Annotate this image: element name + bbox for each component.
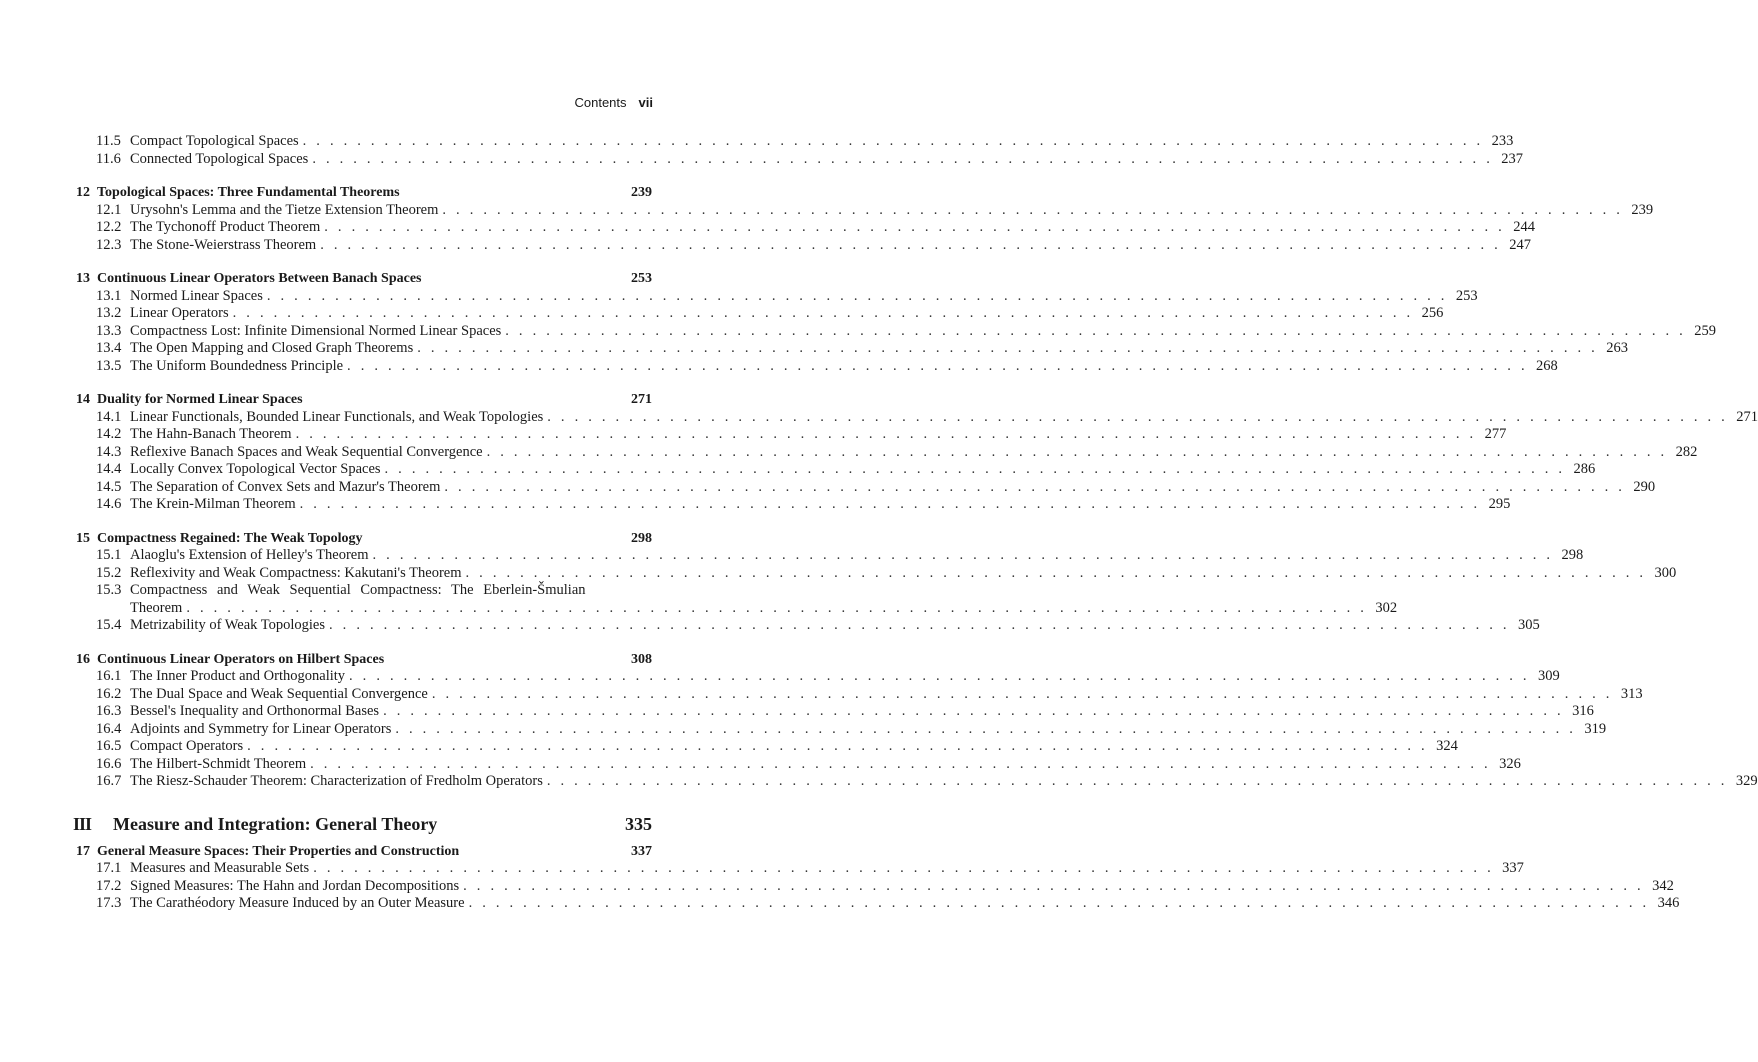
entry-number: 17.1: [96, 860, 122, 876]
entry-page: 286: [1573, 461, 1596, 477]
entry-number: 15.3: [96, 582, 122, 598]
entry-page: 324: [1436, 738, 1458, 754]
leader-dots: [309, 860, 1498, 878]
entry-title: The Separation of Convex Sets and Mazur's Theorem: [130, 478, 441, 495]
entry-page: 316: [1572, 703, 1594, 719]
toc-entry[interactable]: [76, 287, 1478, 306]
entry-page: 282: [1675, 443, 1698, 460]
entry-number: 17.3: [96, 895, 122, 911]
toc-entry[interactable]: [76, 564, 1677, 583]
entry-title: The Uniform Boundedness Principle: [130, 357, 344, 374]
chapter-number: 13: [76, 271, 90, 286]
leader-dots: [292, 426, 1481, 444]
entry-title: Normed Linear Spaces: [130, 287, 263, 304]
section-group-14: [76, 408, 1758, 514]
entry-page: 247: [1509, 236, 1531, 253]
toc-entry[interactable]: [76, 773, 1758, 791]
section-group-15: [76, 547, 1677, 582]
toc-entry[interactable]: [76, 685, 1643, 704]
entry-number: 15.4: [96, 617, 122, 633]
leader-dots: [440, 479, 1629, 497]
chapter-number: 16: [76, 651, 90, 667]
leader-dots: [182, 600, 1371, 618]
toc-entry[interactable]: [76, 738, 1458, 756]
part-title: Measure and Integration: General Theory: [113, 813, 438, 834]
chapter-title: Topological Spaces: Three Fundamental Theorems: [97, 185, 400, 200]
leader-dots: [381, 461, 1570, 479]
toc-entry[interactable]: [76, 443, 1698, 462]
chapter-number: 12: [76, 185, 90, 200]
entry-number: 15.2: [96, 564, 122, 581]
entry-title: Compact Topological Spaces: [130, 133, 299, 149]
entry-title: Linear Functionals, Bounded Linear Functionals, and Weak Topologies: [130, 408, 544, 425]
entry-title: The Krein-Milman Theorem: [130, 496, 296, 512]
entry-number: 14.4: [96, 461, 122, 477]
chapter-heading[interactable]: [76, 270, 652, 288]
entry-number: 16.1: [96, 668, 122, 684]
entry-title: The Open Mapping and Closed Graph Theorems: [130, 340, 414, 356]
leader-dots: [343, 358, 1532, 376]
entry-number: 16.6: [96, 755, 122, 772]
entry-number: 16.5: [96, 738, 122, 754]
leader-dots: [462, 565, 1651, 583]
entry-page: 277: [1484, 426, 1507, 442]
entry-title-line2: Theorem: [130, 599, 183, 616]
chapter-title: Duality for Normed Linear Spaces: [97, 392, 303, 407]
leader-dots: [459, 878, 1648, 896]
entry-number: 16.2: [96, 685, 122, 702]
chapter-heading[interactable]: [76, 843, 652, 861]
header-page-number: vii: [638, 95, 653, 110]
chapter-heading[interactable]: [76, 184, 652, 202]
entry-page: 346: [1657, 895, 1680, 911]
chapter-title: General Measure Spaces: Their Properties and Construction: [97, 843, 460, 859]
toc-entry[interactable]: [76, 150, 1524, 169]
chapter-heading[interactable]: [76, 391, 652, 409]
leader-dots: [325, 617, 1514, 635]
entry-number: 11.5: [96, 133, 121, 149]
leader-dots: [465, 895, 1654, 913]
leader-dots: [308, 151, 1497, 169]
toc-entry[interactable]: [76, 357, 1558, 376]
toc-entry[interactable]: [76, 340, 1628, 358]
entry-page: 295: [1488, 496, 1511, 512]
entry-title: Metrizability of Weak Topologies: [130, 617, 326, 633]
entry-page: 290: [1633, 478, 1656, 495]
toc-entry-multiline[interactable]: [76, 582, 1398, 617]
entry-number: 17.2: [96, 877, 122, 894]
entry-title: Measures and Measurable Sets: [130, 860, 310, 876]
entry-number: 16.7: [96, 773, 122, 789]
leader-dots: [296, 496, 1485, 514]
entry-number: 12.3: [96, 236, 122, 253]
toc-entry[interactable]: [76, 877, 1674, 896]
leader-dots: [299, 133, 1488, 151]
toc-entry[interactable]: [76, 201, 1654, 220]
leader-dots: [369, 547, 1558, 565]
entry-number: 13.3: [96, 322, 122, 339]
entry-page: 309: [1538, 668, 1560, 684]
entry-title: Alaoglu's Extension of Helley's Theorem: [130, 547, 369, 563]
entry-title: The Hahn-Banach Theorem: [130, 426, 292, 442]
entry-page: 244: [1513, 219, 1535, 235]
leader-dots: [243, 738, 1432, 756]
leader-dots: [229, 305, 1418, 323]
entry-number: 16.3: [96, 703, 122, 719]
entry-page: 326: [1499, 755, 1521, 772]
chapter-title: Compactness Regained: The Weak Topology: [97, 530, 363, 546]
entry-title: Connected Topological Spaces: [130, 150, 309, 167]
entry-number: 12.1: [96, 201, 122, 218]
toc-entry[interactable]: [76, 617, 1540, 635]
entry-page: 298: [1561, 547, 1584, 563]
leader-dots: [501, 323, 1690, 341]
toc-entry[interactable]: [76, 668, 1560, 686]
leader-dots: [316, 237, 1505, 255]
entry-title: Linear Operators: [130, 305, 229, 321]
entry-number: 14.1: [96, 408, 122, 425]
entry-number: 13.1: [96, 287, 122, 304]
entry-page: 233: [1491, 133, 1514, 149]
section-group-13: [76, 287, 1717, 376]
entry-title: The Stone-Weierstrass Theorem: [130, 236, 317, 253]
chapter-page: 253: [631, 271, 652, 286]
chapter-number: 14: [76, 392, 90, 407]
chapter-heading[interactable]: [76, 651, 652, 669]
toc-entry[interactable]: [76, 547, 1584, 565]
toc-entry[interactable]: [76, 860, 1524, 878]
toc-entry[interactable]: [76, 461, 1596, 479]
entry-page: 263: [1606, 340, 1628, 356]
entry-number: 13.5: [96, 357, 122, 374]
entry-page: 239: [1631, 201, 1654, 218]
leader-dots: [345, 668, 1534, 686]
entry-page: 268: [1536, 357, 1558, 374]
entry-page: 302: [1375, 599, 1398, 616]
section-group-11: [76, 133, 1524, 168]
entry-page: 342: [1652, 877, 1674, 894]
toc-entry[interactable]: [76, 703, 1594, 721]
leader-dots: [263, 288, 1452, 306]
toc-entry[interactable]: [76, 720, 1607, 739]
section-group-12: [76, 201, 1654, 255]
entry-page: 256: [1421, 305, 1444, 321]
running-header: [574, 95, 653, 110]
chapter-page: 298: [631, 530, 652, 546]
entry-number: 16.4: [96, 720, 122, 737]
section-group-17: [76, 860, 1680, 913]
leader-dots: [306, 756, 1495, 774]
leader-dots: [438, 202, 1627, 220]
chapter-page: 239: [631, 185, 652, 200]
entry-page: 300: [1654, 564, 1677, 581]
entry-page: 337: [1502, 860, 1524, 876]
entry-page: 253: [1455, 287, 1478, 304]
chapter-title: Continuous Linear Operators Between Banach Spaces: [97, 271, 422, 286]
toc-entry[interactable]: [76, 895, 1680, 913]
toc-entry[interactable]: [76, 426, 1507, 444]
toc-entry[interactable]: [76, 219, 1535, 237]
toc-entry[interactable]: [76, 305, 1444, 323]
toc-entry[interactable]: [76, 236, 1531, 255]
leader-dots: [543, 409, 1732, 427]
entry-title: Reflexive Banach Spaces and Weak Sequential Convergence: [130, 443, 483, 460]
entry-number: 15.1: [96, 547, 122, 563]
entry-title: The Carathéodory Measure Induced by an Outer Measure: [130, 895, 465, 911]
chapter-number: 17: [76, 843, 90, 859]
entry-title: The Inner Product and Orthogonality: [130, 668, 346, 684]
toc-entry[interactable]: [76, 755, 1521, 774]
entry-number: 14.3: [96, 443, 122, 460]
entry-title-line1: Compactness and Weak Sequential Compactness: The Eberlein-Šmulian: [130, 582, 586, 598]
leader-dots: [391, 721, 1580, 739]
chapter-page: 337: [631, 843, 652, 859]
chapter-page: 271: [631, 392, 652, 407]
entry-number: 11.6: [96, 150, 121, 167]
entry-title: Reflexivity and Weak Compactness: Kakutani's Theorem: [130, 564, 462, 581]
toc-entry[interactable]: [76, 478, 1656, 497]
entry-page: 259: [1694, 322, 1717, 339]
leader-dots: [379, 703, 1568, 721]
entry-title: Locally Convex Topological Vector Spaces: [130, 461, 381, 477]
entry-title: Compact Operators: [130, 738, 244, 754]
part-heading[interactable]: [73, 811, 652, 837]
toc-entry[interactable]: [76, 496, 1511, 514]
entry-title: Urysohn's Lemma and the Tietze Extension Theorem: [130, 201, 439, 218]
entry-page: 271: [1736, 408, 1758, 425]
entry-title: Bessel's Inequality and Orthonormal Bases: [130, 703, 380, 719]
entry-page: 237: [1501, 150, 1524, 167]
entry-title: Adjoints and Symmetry for Linear Operators: [130, 720, 392, 737]
entry-page: 329: [1735, 773, 1758, 789]
entry-title: The Tychonoff Product Theorem: [130, 219, 321, 235]
entry-number: 13.4: [96, 340, 122, 356]
entry-number: 13.2: [96, 305, 122, 321]
entry-page: 319: [1584, 720, 1607, 737]
entry-title: The Hilbert-Schmidt Theorem: [130, 755, 307, 772]
leader-dots: [543, 773, 1732, 791]
toc-entry[interactable]: [76, 133, 1514, 151]
leader-dots: [413, 340, 1602, 358]
leader-dots: [483, 444, 1672, 462]
table-of-contents: [73, 133, 1758, 913]
entry-title: Signed Measures: The Hahn and Jordan Decompositions: [130, 877, 460, 894]
chapter-title: Continuous Linear Operators on Hilbert Spaces: [97, 651, 385, 667]
entry-number: 14.5: [96, 478, 122, 495]
chapter-heading[interactable]: [76, 530, 652, 548]
entry-page: 313: [1620, 685, 1643, 702]
part-number: III: [73, 813, 92, 834]
entry-number: 14.6: [96, 496, 122, 512]
entry-page: 305: [1518, 617, 1540, 633]
entry-number: 12.2: [96, 219, 122, 235]
section-group-16: [76, 668, 1758, 791]
part-page: 335: [625, 813, 652, 834]
entry-number: 14.2: [96, 426, 122, 442]
leader-dots: [320, 219, 1509, 237]
leader-dots: [428, 686, 1617, 704]
entry-title: The Riesz-Schauder Theorem: Characterization of Fredholm Operators: [130, 773, 543, 789]
entry-title: The Dual Space and Weak Sequential Convergence: [130, 685, 428, 702]
toc-entry[interactable]: [76, 322, 1717, 341]
entry-title: Compactness Lost: Infinite Dimensional Normed Linear Spaces: [130, 322, 502, 339]
chapter-number: 15: [76, 530, 90, 546]
chapter-page: 308: [631, 651, 652, 667]
header-label: Contents: [574, 95, 627, 110]
toc-entry[interactable]: [76, 408, 1758, 427]
